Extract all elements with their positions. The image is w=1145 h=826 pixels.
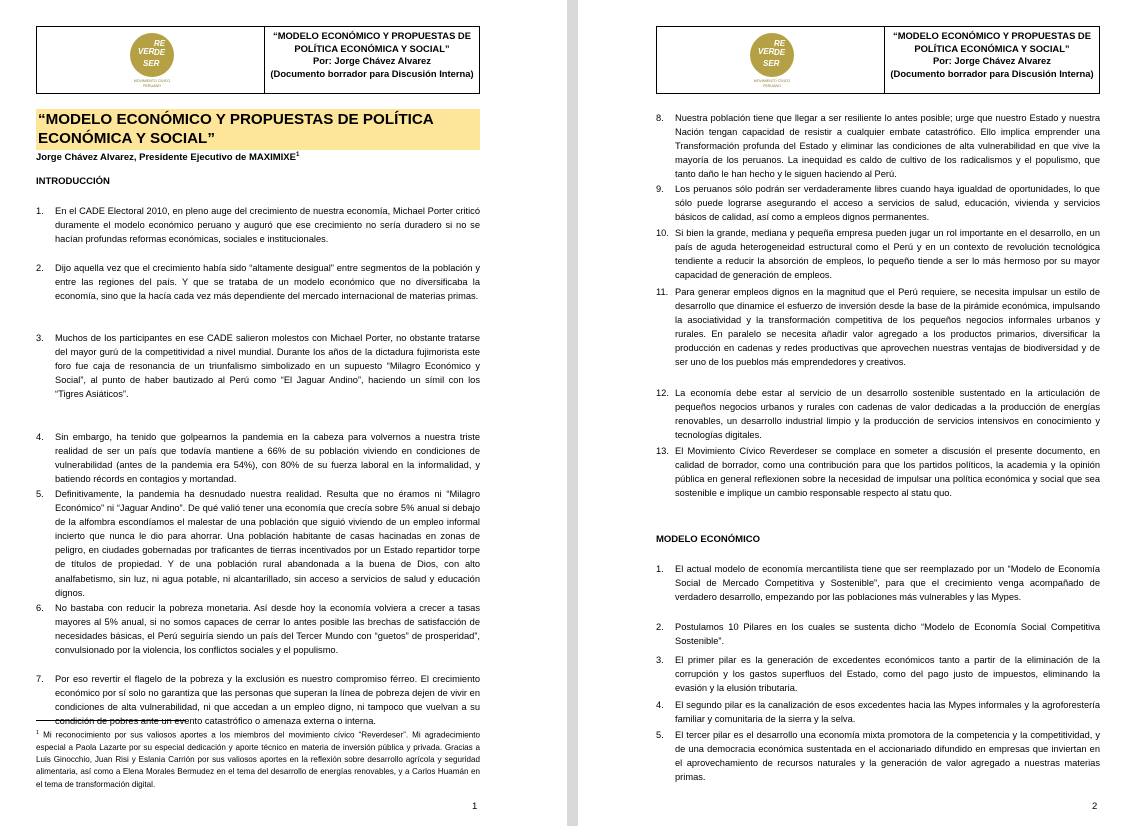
list-item: 10. Si bien la grande, mediana y pequeña empresa pueden jugar un rol importante en el desarrollo, en un país de aguda heterogeneidad estructural como el Perú y en un contexto de revolución tecnológica tendiente a reducir la absorción de empleos, lo pequeño tiende a ser lo más hermoso por su mayor capacidad de generación de empleos. [656, 228, 1100, 281]
footnote [36, 727, 480, 791]
footnote-ref[interactable]: 1 [295, 152, 300, 158]
list-item: 4. El segundo pilar es la canalización de esos excedentes hacia las Mypes informales y la agroforestería familiar y comunitaria de la sierra y la selva. [656, 700, 1100, 725]
document-title [36, 109, 480, 150]
document-page-1 [0, 0, 567, 826]
footnote-separator [36, 720, 186, 721]
svg-text:MOVIMIENTO CÍVICO: MOVIMIENTO CÍVICO [133, 79, 171, 83]
svg-text:VER: VER [758, 47, 775, 56]
reverdeser-logo-icon [121, 31, 183, 89]
list-item: 5. El tercer pilar es el desarrollo una economía mixta promotora de la competencia y la competitividad, y de una democracia económica sustentada en el accionariado difundido en empresas que inviertan en el aprovechamiento de recursos naturales y la generación de valor agregado a nuestras materias primas. [656, 730, 1100, 783]
header-line: POLÍTICA ECONÓMICA Y SOCIAL” [294, 42, 450, 54]
page-number: 2 [1092, 801, 1098, 812]
list-item: 9. Los peruanos sólo podrán ser verdaderamente libres cuando haya igualdad de oportunidades, lo que sólo puede lograrse asegurando el acceso a servicios de salud, educación, vivienda y servicios básicos de calidad, así como a empleos dignos permanentes. [656, 184, 1100, 223]
header-note: (Documento borrador para Discusión Interna) [270, 67, 474, 79]
reverdeser-logo-icon [741, 31, 803, 89]
list-item: 5. Definitivamente, la pandemia ha desnudado nuestra realidad. Resulta que no éramos ni “Milagro Económico” ni “Jaguar Andino”. De qué valió tener una economía que crecía sobre 5% anual si debajo de la alfombra escondíamos el malestar de una población que siguió viviendo de un empleo informal incierto que nunca le dio para ahorrar. Una población habitante de casas hacinadas en zonas de peligro, en ciudades gobernadas por traficantes de tierras incentivados por un Estado repartidor torpe de títulos de propiedad. Y de una población rural abandonada a la buena de Dios, con alto analfabetismo, sin luz, ni agua potable, ni alcantarillado, sin acceso a servicios de salud y educación dignos. [36, 489, 480, 598]
svg-text:SER: SER [763, 59, 780, 68]
list-item: 3. Muchos de los participantes en ese CADE salieron molestos con Michael Porter, no obstante tratarse del mayor gurú de la competitividad a nivel mundial. Durante los años de la dictadura fujimorista este foro fue caja de resonancia de un triunfalismo simbolizado en un supuesto “Milagro Económico y Social”, al punto de haber bautizado al Perú como “El Jaguar Andino”, haciendo un símil con los “Tigres Asiáticos”. [36, 333, 480, 400]
page-header [36, 26, 480, 94]
page-header [656, 26, 1100, 94]
logo-cell [37, 27, 265, 93]
svg-text:RE: RE [154, 39, 166, 48]
header-line: “MODELO ECONÓMICO Y PROPUESTAS DE [893, 30, 1091, 41]
list-item: 1. El actual modelo de economía mercantilista tiene que ser reemplazado por un “Modelo de Economía Social de Mercado Competitiva y Sostenible”, para que el crecimiento venga acompañado de verdadero desarrollo, empezando por las poblaciones más vulnerables y las Mypes. [656, 564, 1100, 603]
list-item: 1. En el CADE Electoral 2010, en pleno auge del crecimiento de nuestra economía, Michael Porter criticó duramente el modelo económico peruano y auguró que ese crecimiento no sería duradero si no se hacían profundas reformas económicas, sociales e institucionales. [36, 206, 480, 245]
page-number: 1 [472, 801, 478, 812]
list-item: 3. El primer pilar es la generación de excedentes económicos tanto a partir de la eliminación de la corrupción y los gastos superfluos del Estado, como del pago justo de impuestos, eliminando la evasión y la elusión tributaria. [656, 655, 1100, 694]
list-item: 13. El Movimiento Cívico Reverdeser se complace en someter a discusión el presente documento, en calidad de borrador, como una contribución para que los partidos políticos, la academia y la opinión pública en general reflexionen sobre la necesidad de impulsar una política económica y social que sea sostenible e implique un cambio responsable respecto al statu quo. [656, 446, 1100, 499]
list-item: 2. Postulamos 10 Pilares en los cuales se sustenta dicho “Modelo de Economía Social Competitiva Sostenible”. [656, 622, 1100, 647]
list-item: 11. Para generar empleos dignos en la magnitud que el Perú requiere, se necesita impulsar un estilo de desarrollo que dinamice el esfuerzo de inversión desde la base de la pirámide económica, impulsando la asociatividad y la transformación competitiva de los pequeños negocios informales urbanos y rurales. En paralelo se necesita añadir valor agregado a los productos primarios, diversificar la producción en cadenas y redes productivas que aprovechen nuestras ventajas de biodiversidad y de ser uno de los pueblos más emprendedores y creativos. [656, 287, 1100, 368]
document-page-2 [578, 0, 1145, 826]
section-heading: MODELO ECONÓMICO [656, 534, 760, 545]
title-line: ECONÓMICA Y SOCIAL” [38, 130, 215, 147]
section-heading: INTRODUCCIÓN [36, 176, 110, 187]
svg-text:MOVIMIENTO CÍVICO: MOVIMIENTO CÍVICO [753, 79, 791, 83]
svg-text:RE: RE [774, 39, 786, 48]
footnote-mark: 1 [36, 730, 40, 736]
title-line: “MODELO ECONÓMICO Y PROPUESTAS DE POLÍTICA [38, 111, 434, 128]
page-gutter [567, 0, 578, 826]
header-author: Por: Jorge Chávez Alvarez [933, 55, 1051, 66]
svg-text:VER: VER [138, 47, 155, 56]
list-item: 7. Por eso revertir el flagelo de la pobreza y la exclusión es nuestro compromiso férreo. El crecimiento económico por sí solo no garantiza que las personas que superan la línea de pobreza dejen de vivir en condiciones de alta vulnerabilidad, ni que accedan a un empleo digno, ni tampoco que vuelvan a su condición de pobres ante un evento catastrófico o amenaza externa o interna. [36, 674, 480, 727]
header-line: POLÍTICA ECONÓMICA Y SOCIAL” [914, 42, 1070, 54]
svg-text:PERUANO: PERUANO [763, 84, 781, 88]
author-line [36, 152, 299, 163]
header-author: Por: Jorge Chávez Alvarez [313, 55, 431, 66]
footnote-text: Mi reconocimiento por sus valiosos aportes a los miembros del movimiento cívico “Reverdeser”. Mi agradecimiento especial a Paola Lazarte por su especial dedicación y aporte técnico en materia de inversión pública y privada. Gracias a Luis Ginocchio, Juan Risi y Eslania Carrión por sus valiosos aportes en la reflexión sobre desarrollo agrícola y seguridad alimentaria, así como a Elena Morales Bermudez en el tema del desarrollo de energías renovables, y a Carlos Huamán en el tema de transformación digital. [36, 730, 480, 789]
author-name: Jorge Chávez Alvarez, Presidente Ejecutivo de MAXIMIXE [36, 152, 296, 164]
header-text [265, 30, 479, 80]
list-item: 6. No bastaba con reducir la pobreza monetaria. Así desde hoy la economía volviera a crecer a tasas mayores al 5% anual, si no somos capaces de cerrar lo antes posible las brechas de satisfacción de necesidades básicas, el Perú seguiría siendo un país del Tercer Mundo con “guetos” de prosperidad”, convulsionado por la violencia, los conflictos sociales y el populismo. [36, 603, 480, 656]
svg-text:PERUANO: PERUANO [143, 84, 161, 88]
svg-text:DE: DE [154, 48, 166, 57]
header-line: “MODELO ECONÓMICO Y PROPUESTAS DE [273, 30, 471, 41]
list-item: 8. Nuestra población tiene que llegar a ser resiliente lo antes posible; urge que nuestro Estado y nuestra Nación tengan capacidad de resistir a cualquier embate catastrófico. Ello implica emprender una Transformación profunda del Estado y eliminar las condiciones de alta vulnerabilidad en que vive la mayoría de los peruanos. La inequidad es caldo de cultivo de los radicalismos y el populismo, que tanto daño le han hecho y le siguen haciendo al Perú. [656, 113, 1100, 180]
svg-text:DE: DE [774, 48, 786, 57]
header-note: (Documento borrador para Discusión Interna) [890, 67, 1094, 79]
list-item: 4. Sin embargo, ha tenido que golpearnos la pandemia en la cabeza para volvernos a nuestra triste realidad de ser un país que todavía mantiene a 66% de su población viviendo en condiciones de vulnerabilidad (antes de la pandemia era 54%), con 80% de su fuerza laboral en la informalidad, y batiendo récords en contagios y mortandad. [36, 432, 480, 485]
logo-cell [657, 27, 885, 93]
svg-text:SER: SER [143, 59, 160, 68]
list-item: 2. Dijo aquella vez que el crecimiento había sido “altamente desigual” entre segmentos de la población y entre las regiones del país. Y que se trataba de un modelo económico que no diversificaba la economía, sino que la hacía cada vez más dependiente del mercado internacional de materias primas. [36, 263, 480, 302]
list-item: 12. La economía debe estar al servicio de un desarrollo sostenible sustentado en la articulación de pequeños negocios urbanos y rurales con cadenas de valor dedicadas a la producción de energías renovables, un desarrollo industrial limpio y la producción de servicios intensivos en conocimiento y tecnologías digitales. [656, 388, 1100, 441]
header-text [885, 30, 1099, 80]
